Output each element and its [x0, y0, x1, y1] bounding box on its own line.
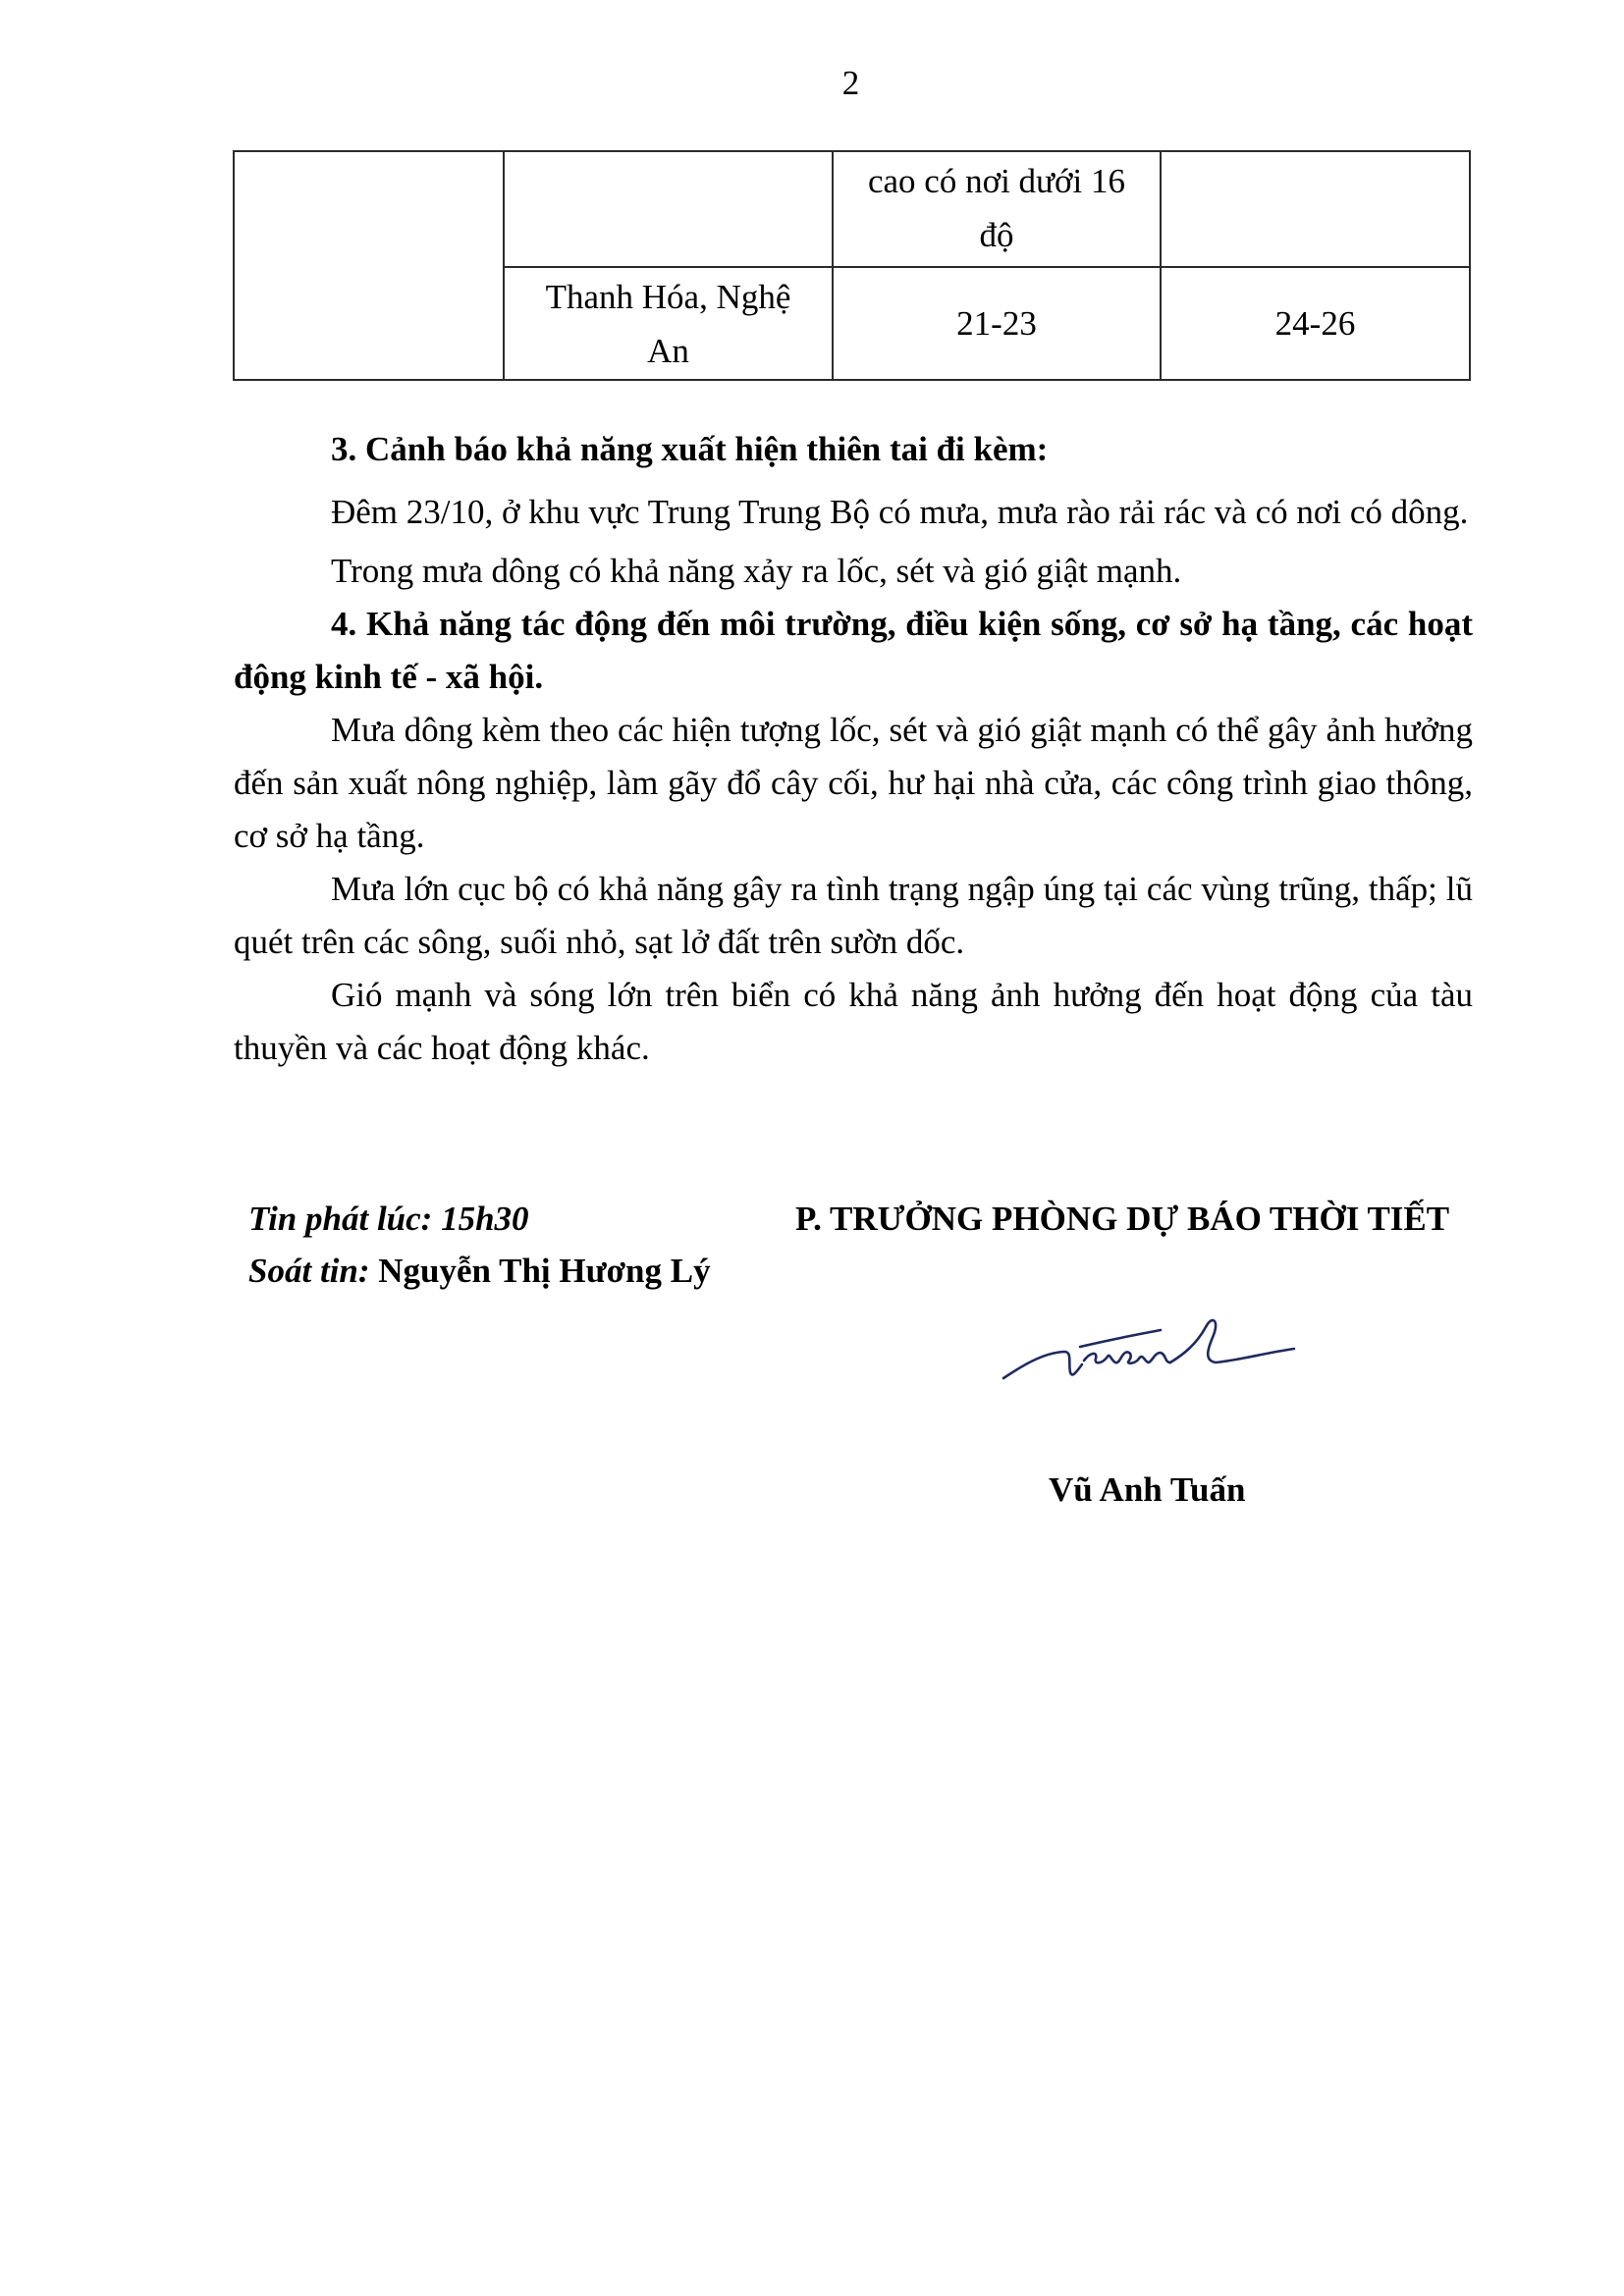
- reviewer-label: Soát tin:: [248, 1252, 370, 1290]
- cell-text-line: Thanh Hóa, Nghệ: [545, 277, 791, 316]
- reviewer-name: Nguyễn Thị Hương Lý: [378, 1252, 711, 1290]
- signature-stroke: [1170, 1320, 1294, 1362]
- section-3-heading: 3. Cảnh báo khả năng xuất hiện thiên tai đi kèm:: [331, 430, 1049, 468]
- cell-text-line: cao có nơi dưới 16: [867, 162, 1126, 200]
- paragraph: Đêm 23/10, ở khu vực Trung Trung Bộ có mưa, mưa rào rải rác và có nơi có dông.: [331, 493, 1469, 531]
- reviewer-line: [248, 1245, 711, 1297]
- temperature-table: [233, 150, 1471, 381]
- signature-stroke: [1080, 1330, 1161, 1347]
- issue-info: [248, 1193, 711, 1297]
- table-cell-area: [504, 267, 833, 380]
- table-cell-min-temp: [833, 151, 1161, 267]
- signature-image: [982, 1306, 1316, 1404]
- table-row: [234, 151, 1470, 267]
- signature-stroke: [1084, 1352, 1170, 1362]
- section-4-heading: 4. Khả năng tác động đến môi trường, điều kiện sống, cơ sở hạ tầng, các hoạt động kinh tế - xã hội.: [234, 605, 1473, 696]
- cell-text-line: độ: [979, 216, 1014, 254]
- paragraph: Mưa dông kèm theo các hiện tượng lốc, sét và gió giật mạnh có thể gây ảnh hưởng đến sản xuất nông nghiệp, làm gãy đổ cây cối, hư hại nhà cửa, các công trình giao thông, cơ sở hạ tầng.: [234, 711, 1473, 855]
- table-cell-max-temp: [1161, 151, 1470, 267]
- page-number: 2: [841, 64, 860, 102]
- table-cell-min-temp: 21-23: [833, 267, 1161, 380]
- issued-time: Tin phát lúc: 15h30: [248, 1200, 529, 1238]
- paragraph: Gió mạnh và sóng lớn trên biển có khả năng ảnh hưởng đến hoạt động của tàu thuyền và các hoạt động khác.: [234, 976, 1473, 1067]
- paragraph: Trong mưa dông có khả năng xảy ra lốc, sét và gió giật mạnh.: [331, 552, 1182, 590]
- document-body: [234, 423, 1473, 1075]
- table-cell-area: [504, 151, 833, 267]
- signer-name: Vũ Anh Tuấn: [1049, 1470, 1246, 1509]
- table-cell-region: [234, 151, 504, 380]
- signer-title: P. TRƯỞNG PHÒNG DỰ BÁO THỜI TIẾT: [795, 1200, 1450, 1238]
- signature-stroke: [1003, 1352, 1082, 1378]
- cell-text-line: An: [647, 331, 689, 370]
- table-cell-max-temp: 24-26: [1161, 267, 1470, 380]
- paragraph: Mưa lớn cục bộ có khả năng gây ra tình trạng ngập úng tại các vùng trũng, thấp; lũ quét trên các sông, suối nhỏ, sạt lở đất trên sườn dốc.: [234, 870, 1473, 961]
